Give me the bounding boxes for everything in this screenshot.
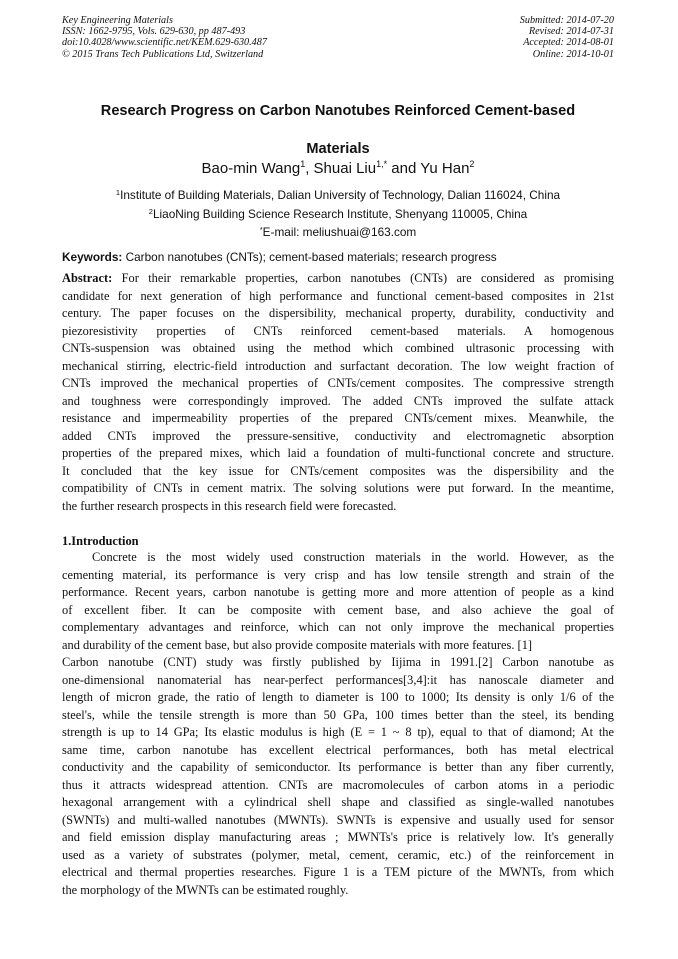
intro-line: used as a variety of substrates (polymer, metal, cement, ceramic, etc.) of the reinforcement in (62, 847, 614, 862)
journal-header-right (520, 15, 614, 60)
email-sup: * (259, 225, 263, 234)
intro-line: and field emission display manufacturing areas ; MWNTs's price is relatively low. It's generally (62, 830, 614, 844)
affiliation-2-sup: 2 (148, 207, 153, 216)
intro-line: same time, carbon nanotube has excellent electrical performances, both has metal electrical (62, 742, 614, 757)
affiliation-1-text: Institute of Building Materials, Dalian University of Technology, Dalian 116024, China (120, 188, 561, 202)
abstract (62, 270, 614, 515)
intro-line: of excellent fiber. It can be composite with cement base, and also achieve the goal of (62, 602, 614, 617)
abstract-line: properties of the prepared mixes, which laid a foundation of multi-functional concrete and structure. (62, 446, 614, 460)
abstract-line: resistance and impermeability properties of the prepared CNTs/cement mixes. Meanwhile, the (62, 411, 614, 425)
author-1-sup: 1 (300, 159, 306, 169)
intro-line: strength is up to 14 GPa; Its elastic modulus is high (E = 1 ~ 8 tp), equal to that of diamond; At the (62, 725, 614, 739)
abstract-line: the further research prospects in this research field were forecasted. (62, 498, 397, 513)
author-3-sup: 2 (469, 159, 475, 169)
abstract-label: Abstract: (62, 271, 113, 285)
intro-line: Concrete is the most widely used construction materials in the world. However, as the (92, 550, 614, 564)
intro-paragraph-2 (62, 654, 614, 899)
intro-line: Carbon nanotube (CNT) study was firstly published by Iijima in 1991.[2] Carbon nanotube as (62, 655, 614, 669)
author-list (62, 159, 614, 179)
abstract-line: CNTs-suspension was obtained using the method which combined ultrasonic processing with (62, 341, 614, 355)
paper-title (62, 92, 614, 168)
intro-line: complementary advantages and reinforce, which can not only improve the mechanical properties (62, 620, 614, 634)
author-2-sup: 1,* (376, 159, 388, 169)
date-submitted: Submitted: 2014-07-20 (519, 15, 614, 26)
corresponding-email (62, 224, 614, 240)
journal-issn: ISSN: 1662-9795, Vols. 629-630, pp 487-493 (62, 26, 246, 38)
abstract-line (62, 270, 614, 288)
intro-line: the morphology of the MWNTs can be estimated roughly. (62, 882, 349, 897)
intro-line: hexagonal arrangement with a cylindrical shell shape and classified as single-walled nanotubes (62, 795, 614, 809)
journal-name: Key Engineering Materials (62, 15, 173, 26)
keywords (62, 249, 614, 265)
intro-line: thus it attracts widespread attention. CNTs are macromolecules of carbon atoms in a periodic (62, 777, 614, 792)
journal-header-left (62, 15, 267, 60)
keywords-text: Carbon nanotubes (CNTs); cement-based materials; research progress (122, 250, 497, 264)
intro-line: (SWNTs) and multi-walled nanotubes (MWNTs). SWNTs is expensive and usually used for sensor (62, 812, 614, 827)
email-text: E-mail: meliushuai@163.com (262, 225, 417, 239)
intro-paragraph-1 (62, 549, 614, 654)
date-accepted: Accepted: 2014-08-01 (523, 37, 614, 49)
abstract-line: and toughness were correspondingly improved. The added CNTs improved the sulfate attack (62, 393, 614, 408)
affiliation-1-sup: 1 (115, 188, 121, 197)
intro-line: cementing material, its performance is very crisp and has low tensile strength and strain of the (62, 567, 614, 582)
intro-line: conductivity and the capability of semiconductor. Its performance is better than any fiber currently, (62, 760, 614, 774)
abstract-line-1-text: For their remarkable properties, carbon nanotubes (CNTs) are considered as promising (112, 271, 614, 285)
abstract-line: candidate for next generation of high performance and functional cement-based composites in 21st (62, 288, 614, 303)
journal-copyright: © 2015 Trans Tech Publications Ltd, Switzerland (62, 48, 264, 60)
author-1: Bao-min Wang (201, 160, 301, 177)
intro-line: one-dimensional nanomaterial has near-perfect performances[3,4]:it has nanoscale diameter and (62, 672, 614, 687)
date-revised: Revised: 2014-07-31 (528, 26, 614, 38)
intro-line: electrical and thermal properties researches. Figure 1 is a TEM picture of the MWNTs, from which (62, 865, 614, 879)
title-line-1: Research Progress on Carbon Nanotubes Reinforced Cement-based (100, 103, 576, 119)
abstract-line: century. The paper focuses on the dispersibility, mechanical property, durability, conductivity and (62, 306, 614, 320)
affiliation-2-text: LiaoNing Building Science Research Institute, Shenyang 110005, China (152, 207, 528, 221)
title-line-2: Materials (306, 141, 370, 157)
keywords-label: Keywords: (62, 250, 123, 264)
abstract-line: CNTs improved the mechanical properties of CNTs/cement composites. The compressive strength (62, 376, 614, 390)
abstract-line: It concluded that the key issue for CNTs/cement composites was the dispersibility and the (62, 463, 614, 478)
intro-line: steel's, while the tensile strength is more than 50 GPa, 100 times better than the steel, its bending (62, 707, 614, 722)
affiliation-1 (62, 187, 614, 203)
author-2: , Shuai Liu (305, 160, 377, 177)
abstract-line: piezoresistivity properties of CNTs reinforced cement-based materials. A homogenous (62, 323, 614, 338)
journal-doi: doi:10.4028/www.scientific.net/KEM.629-630.487 (62, 37, 267, 49)
intro-line: length of micron grade, the ratio of length to diameter is 100 to 1000; Its density is only 1/6 of the (62, 690, 614, 704)
author-3: and Yu Han (387, 160, 470, 177)
abstract-line: compatibility of CNTs in cement matrix. The solving solutions were put forward. In the meantime, (62, 481, 614, 495)
abstract-line: added CNTs improved the pressure-sensitive, conductivity and electromagnetic absorption (62, 428, 614, 443)
intro-line: and durability of the cement base, but also provide composite materials with more features. [1] (62, 637, 533, 652)
intro-line: performance. Recent years, carbon nanotube is getting more and more attention of people as a kind (62, 585, 614, 599)
affiliation-2 (62, 206, 614, 222)
abstract-line: mechanical stirring, electric-field introduction and surfactant decoration. The low weight fraction of (62, 358, 614, 373)
section-heading-introduction: 1.Introduction (62, 534, 139, 548)
date-online: Online: 2014-10-01 (532, 48, 614, 60)
